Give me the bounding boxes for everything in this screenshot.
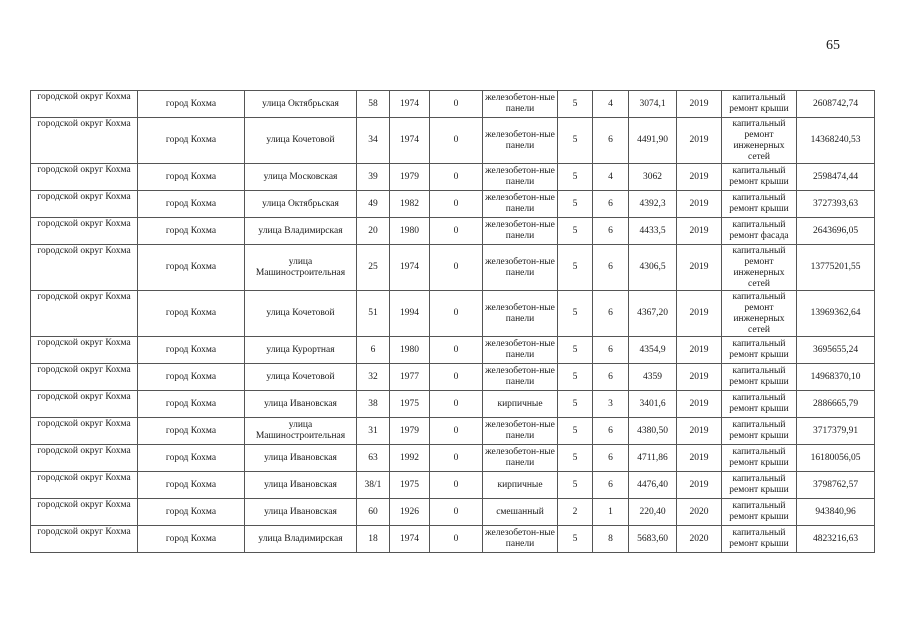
settlement-cell: город Кохма <box>138 499 245 526</box>
zero-cell: 0 <box>430 291 483 337</box>
entrances-cell: 4 <box>593 164 629 191</box>
house-number-cell: 58 <box>357 91 390 118</box>
settlement-cell: город Кохма <box>138 364 245 391</box>
floors-cell: 5 <box>558 164 593 191</box>
zero-cell: 0 <box>430 391 483 418</box>
cost-cell: 3798762,57 <box>797 472 875 499</box>
wall-material-cell: железобетон-ные панели <box>483 291 558 337</box>
table-row <box>31 245 875 291</box>
wall-material-cell: железобетон-ные панели <box>483 218 558 245</box>
work-type-cell: капитальный ремонт фасада <box>722 218 797 245</box>
municipality-cell: городской округ Кохма <box>31 445 138 472</box>
table-row <box>31 445 875 472</box>
build-year-cell: 1980 <box>390 337 430 364</box>
house-number-cell: 39 <box>357 164 390 191</box>
wall-material-cell: железобетон-ные панели <box>483 164 558 191</box>
zero-cell: 0 <box>430 445 483 472</box>
settlement-cell: город Кохма <box>138 418 245 445</box>
street-cell: улица Владимирская <box>245 218 357 245</box>
street-cell: улица Курортная <box>245 337 357 364</box>
area-cell: 4491,90 <box>629 118 677 164</box>
house-number-cell: 31 <box>357 418 390 445</box>
street-cell: улица Ивановская <box>245 391 357 418</box>
municipality-cell: городской округ Кохма <box>31 472 138 499</box>
municipality-cell: городской округ Кохма <box>31 499 138 526</box>
work-type-cell: капитальный ремонт крыши <box>722 364 797 391</box>
area-cell: 4359 <box>629 364 677 391</box>
house-number-cell: 51 <box>357 291 390 337</box>
work-type-cell: капитальный ремонт крыши <box>722 526 797 553</box>
cost-cell: 16180056,05 <box>797 445 875 472</box>
cost-cell: 13775201,55 <box>797 245 875 291</box>
plan-year-cell: 2019 <box>677 245 722 291</box>
build-year-cell: 1977 <box>390 364 430 391</box>
municipality-cell: городской округ Кохма <box>31 364 138 391</box>
floors-cell: 5 <box>558 364 593 391</box>
wall-material-cell: кирпичные <box>483 391 558 418</box>
wall-material-cell: смешанный <box>483 499 558 526</box>
municipality-cell: городской округ Кохма <box>31 418 138 445</box>
area-cell: 4380,50 <box>629 418 677 445</box>
settlement-cell: город Кохма <box>138 291 245 337</box>
repair-registry-table <box>30 90 875 553</box>
zero-cell: 0 <box>430 245 483 291</box>
floors-cell: 5 <box>558 391 593 418</box>
zero-cell: 0 <box>430 472 483 499</box>
table-row <box>31 91 875 118</box>
zero-cell: 0 <box>430 418 483 445</box>
settlement-cell: город Кохма <box>138 91 245 118</box>
area-cell: 3062 <box>629 164 677 191</box>
floors-cell: 5 <box>558 418 593 445</box>
plan-year-cell: 2019 <box>677 118 722 164</box>
cost-cell: 3727393,63 <box>797 191 875 218</box>
wall-material-cell: железобетон-ные панели <box>483 91 558 118</box>
table-row <box>31 391 875 418</box>
work-type-cell: капитальный ремонт крыши <box>722 164 797 191</box>
street-cell: улица Кочетовой <box>245 291 357 337</box>
wall-material-cell: железобетон-ные панели <box>483 245 558 291</box>
municipality-cell: городской округ Кохма <box>31 218 138 245</box>
table-row <box>31 291 875 337</box>
entrances-cell: 3 <box>593 391 629 418</box>
floors-cell: 5 <box>558 291 593 337</box>
area-cell: 3401,6 <box>629 391 677 418</box>
cost-cell: 4823216,63 <box>797 526 875 553</box>
street-cell: улица Ивановская <box>245 472 357 499</box>
settlement-cell: город Кохма <box>138 391 245 418</box>
municipality-cell: городской округ Кохма <box>31 164 138 191</box>
entrances-cell: 6 <box>593 118 629 164</box>
work-type-cell: капитальный ремонт крыши <box>722 418 797 445</box>
municipality-cell: городской округ Кохма <box>31 291 138 337</box>
page-number: 65 <box>826 38 840 53</box>
zero-cell: 0 <box>430 218 483 245</box>
wall-material-cell: железобетон-ные панели <box>483 118 558 164</box>
entrances-cell: 1 <box>593 499 629 526</box>
street-cell: улица Владимирская <box>245 526 357 553</box>
wall-material-cell: железобетон-ные панели <box>483 337 558 364</box>
floors-cell: 2 <box>558 499 593 526</box>
municipality-cell: городской округ Кохма <box>31 526 138 553</box>
build-year-cell: 1974 <box>390 118 430 164</box>
wall-material-cell: кирпичные <box>483 472 558 499</box>
municipality-cell: городской округ Кохма <box>31 391 138 418</box>
entrances-cell: 8 <box>593 526 629 553</box>
area-cell: 4711,86 <box>629 445 677 472</box>
entrances-cell: 6 <box>593 364 629 391</box>
plan-year-cell: 2020 <box>677 526 722 553</box>
cost-cell: 13969362,64 <box>797 291 875 337</box>
municipality-cell: городской округ Кохма <box>31 118 138 164</box>
cost-cell: 2886665,79 <box>797 391 875 418</box>
build-year-cell: 1926 <box>390 499 430 526</box>
plan-year-cell: 2019 <box>677 291 722 337</box>
table-row <box>31 472 875 499</box>
zero-cell: 0 <box>430 91 483 118</box>
entrances-cell: 6 <box>593 337 629 364</box>
build-year-cell: 1974 <box>390 245 430 291</box>
settlement-cell: город Кохма <box>138 118 245 164</box>
plan-year-cell: 2019 <box>677 337 722 364</box>
house-number-cell: 49 <box>357 191 390 218</box>
area-cell: 3074,1 <box>629 91 677 118</box>
wall-material-cell: железобетон-ные панели <box>483 445 558 472</box>
entrances-cell: 6 <box>593 245 629 291</box>
settlement-cell: город Кохма <box>138 445 245 472</box>
table-row <box>31 364 875 391</box>
floors-cell: 5 <box>558 118 593 164</box>
street-cell: улица Октябрьская <box>245 191 357 218</box>
municipality-cell: городской округ Кохма <box>31 91 138 118</box>
cost-cell: 14968370,10 <box>797 364 875 391</box>
area-cell: 4392,3 <box>629 191 677 218</box>
build-year-cell: 1975 <box>390 391 430 418</box>
plan-year-cell: 2019 <box>677 472 722 499</box>
house-number-cell: 25 <box>357 245 390 291</box>
area-cell: 5683,60 <box>629 526 677 553</box>
municipality-cell: городской округ Кохма <box>31 245 138 291</box>
area-cell: 4354,9 <box>629 337 677 364</box>
table-row <box>31 164 875 191</box>
settlement-cell: город Кохма <box>138 218 245 245</box>
cost-cell: 2608742,74 <box>797 91 875 118</box>
entrances-cell: 6 <box>593 418 629 445</box>
house-number-cell: 60 <box>357 499 390 526</box>
house-number-cell: 6 <box>357 337 390 364</box>
zero-cell: 0 <box>430 526 483 553</box>
entrances-cell: 6 <box>593 218 629 245</box>
house-number-cell: 38/1 <box>357 472 390 499</box>
work-type-cell: капитальный ремонт инженерных сетей <box>722 118 797 164</box>
plan-year-cell: 2019 <box>677 91 722 118</box>
work-type-cell: капитальный ремонт крыши <box>722 499 797 526</box>
area-cell: 4433,5 <box>629 218 677 245</box>
table-row <box>31 526 875 553</box>
cost-cell: 2643696,05 <box>797 218 875 245</box>
settlement-cell: город Кохма <box>138 337 245 364</box>
work-type-cell: капитальный ремонт инженерных сетей <box>722 291 797 337</box>
build-year-cell: 1980 <box>390 218 430 245</box>
build-year-cell: 1992 <box>390 445 430 472</box>
build-year-cell: 1974 <box>390 91 430 118</box>
table-row <box>31 499 875 526</box>
street-cell: улица Машиностроительная <box>245 418 357 445</box>
plan-year-cell: 2019 <box>677 218 722 245</box>
street-cell: улица Ивановская <box>245 499 357 526</box>
table-row <box>31 337 875 364</box>
cost-cell: 3695655,24 <box>797 337 875 364</box>
settlement-cell: город Кохма <box>138 164 245 191</box>
entrances-cell: 6 <box>593 191 629 218</box>
settlement-cell: город Кохма <box>138 245 245 291</box>
entrances-cell: 6 <box>593 445 629 472</box>
municipality-cell: городской округ Кохма <box>31 337 138 364</box>
build-year-cell: 1974 <box>390 526 430 553</box>
work-type-cell: капитальный ремонт крыши <box>722 337 797 364</box>
plan-year-cell: 2019 <box>677 391 722 418</box>
entrances-cell: 4 <box>593 91 629 118</box>
work-type-cell: капитальный ремонт крыши <box>722 191 797 218</box>
area-cell: 4476,40 <box>629 472 677 499</box>
municipality-cell: городской округ Кохма <box>31 191 138 218</box>
cost-cell: 3717379,91 <box>797 418 875 445</box>
work-type-cell: капитальный ремонт крыши <box>722 91 797 118</box>
settlement-cell: город Кохма <box>138 191 245 218</box>
street-cell: улица Машиностроительная <box>245 245 357 291</box>
street-cell: улица Ивановская <box>245 445 357 472</box>
zero-cell: 0 <box>430 164 483 191</box>
area-cell: 4306,5 <box>629 245 677 291</box>
settlement-cell: город Кохма <box>138 472 245 499</box>
area-cell: 4367,20 <box>629 291 677 337</box>
floors-cell: 5 <box>558 91 593 118</box>
house-number-cell: 20 <box>357 218 390 245</box>
floors-cell: 5 <box>558 245 593 291</box>
cost-cell: 943840,96 <box>797 499 875 526</box>
plan-year-cell: 2020 <box>677 499 722 526</box>
settlement-cell: город Кохма <box>138 526 245 553</box>
table-row <box>31 118 875 164</box>
build-year-cell: 1982 <box>390 191 430 218</box>
floors-cell: 5 <box>558 445 593 472</box>
floors-cell: 5 <box>558 472 593 499</box>
zero-cell: 0 <box>430 191 483 218</box>
floors-cell: 5 <box>558 191 593 218</box>
table-row <box>31 418 875 445</box>
wall-material-cell: железобетон-ные панели <box>483 191 558 218</box>
work-type-cell: капитальный ремонт инженерных сетей <box>722 245 797 291</box>
entrances-cell: 6 <box>593 291 629 337</box>
zero-cell: 0 <box>430 118 483 164</box>
street-cell: улица Кочетовой <box>245 364 357 391</box>
area-cell: 220,40 <box>629 499 677 526</box>
work-type-cell: капитальный ремонт крыши <box>722 391 797 418</box>
street-cell: улица Кочетовой <box>245 118 357 164</box>
build-year-cell: 1979 <box>390 164 430 191</box>
wall-material-cell: железобетон-ные панели <box>483 418 558 445</box>
house-number-cell: 38 <box>357 391 390 418</box>
plan-year-cell: 2019 <box>677 445 722 472</box>
street-cell: улица Московская <box>245 164 357 191</box>
cost-cell: 14368240,53 <box>797 118 875 164</box>
zero-cell: 0 <box>430 364 483 391</box>
build-year-cell: 1994 <box>390 291 430 337</box>
floors-cell: 5 <box>558 218 593 245</box>
street-cell: улица Октябрьская <box>245 91 357 118</box>
work-type-cell: капитальный ремонт крыши <box>722 472 797 499</box>
plan-year-cell: 2019 <box>677 364 722 391</box>
wall-material-cell: железобетон-ные панели <box>483 526 558 553</box>
floors-cell: 5 <box>558 337 593 364</box>
build-year-cell: 1975 <box>390 472 430 499</box>
entrances-cell: 6 <box>593 472 629 499</box>
wall-material-cell: железобетон-ные панели <box>483 364 558 391</box>
zero-cell: 0 <box>430 337 483 364</box>
zero-cell: 0 <box>430 499 483 526</box>
table-row <box>31 191 875 218</box>
build-year-cell: 1979 <box>390 418 430 445</box>
plan-year-cell: 2019 <box>677 164 722 191</box>
table-row <box>31 218 875 245</box>
house-number-cell: 18 <box>357 526 390 553</box>
work-type-cell: капитальный ремонт крыши <box>722 445 797 472</box>
plan-year-cell: 2019 <box>677 418 722 445</box>
house-number-cell: 32 <box>357 364 390 391</box>
plan-year-cell: 2019 <box>677 191 722 218</box>
house-number-cell: 34 <box>357 118 390 164</box>
floors-cell: 5 <box>558 526 593 553</box>
cost-cell: 2598474,44 <box>797 164 875 191</box>
house-number-cell: 63 <box>357 445 390 472</box>
